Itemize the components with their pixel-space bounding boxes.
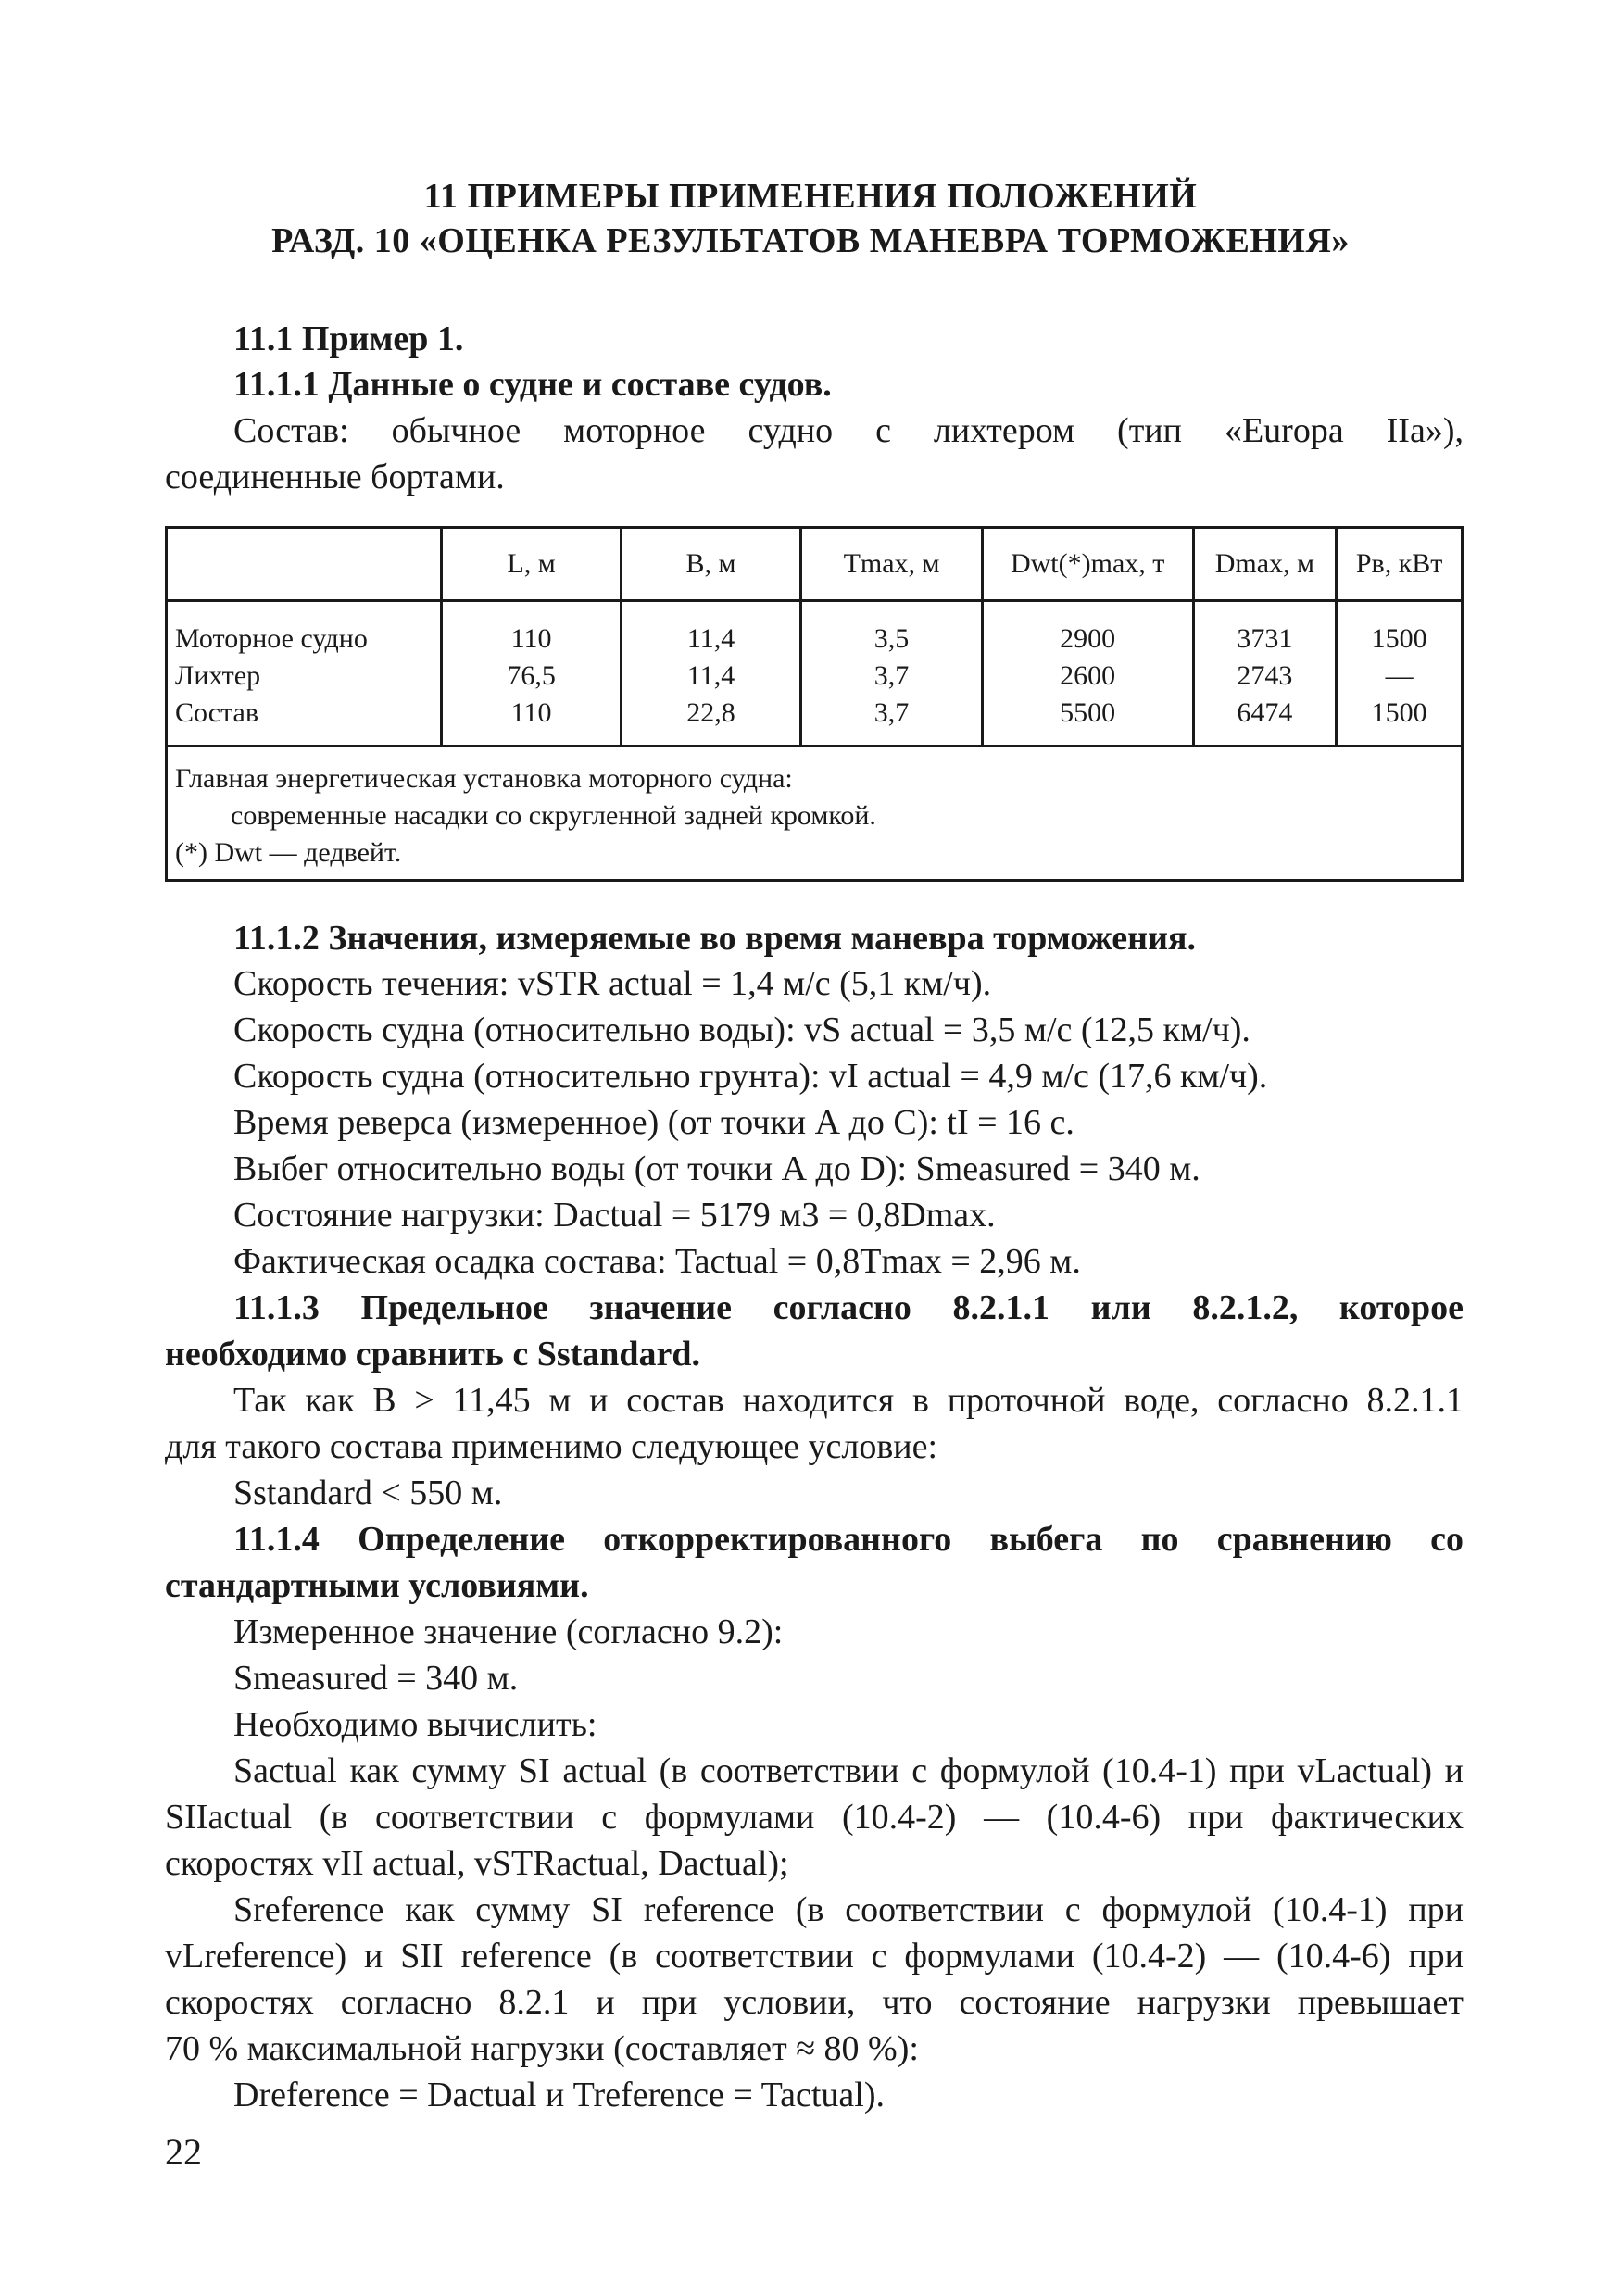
table-cell: 3,7 bbox=[873, 697, 910, 728]
table-cell: 76,5 bbox=[507, 660, 556, 691]
calc-line: Dreference = Dactual и Treference = Tactual). bbox=[233, 2076, 885, 2114]
section-11-1-3-line1: 11.1.3 Предельное значение согласно 8.2.1.1 или 8.2.1.2, которое bbox=[233, 1288, 1464, 1327]
table-header-row bbox=[167, 528, 1463, 601]
beam-column bbox=[621, 601, 800, 747]
header-power: Pв, кВт bbox=[1337, 528, 1463, 601]
table-cell: Лихтер bbox=[175, 660, 261, 691]
calc-line: Измеренное значение (согласно 9.2): bbox=[233, 1612, 784, 1651]
composition-text-2: соединенные бортами. bbox=[165, 458, 505, 496]
chapter-title-line2: РАЗД. 10 «ОЦЕНКА РЕЗУЛЬТАТОВ МАНЕВРА ТОРМОЖЕНИЯ» bbox=[271, 221, 1350, 260]
limit-text-3: Sstandard < 550 м. bbox=[233, 1474, 503, 1512]
calc-line: скоростях vII actual, vSTRactual, Dactual); bbox=[165, 1844, 789, 1883]
vessel-data-table bbox=[165, 526, 1464, 882]
table-cell: Состав bbox=[175, 697, 259, 728]
note-line-2: современные насадки со скругленной задней кромкой. bbox=[231, 800, 876, 831]
header-beam: B, м bbox=[621, 528, 800, 601]
table-note bbox=[167, 747, 1463, 881]
table-cell: 2900 bbox=[1060, 623, 1116, 654]
table-cell: — bbox=[1385, 660, 1414, 691]
table-cell: 110 bbox=[510, 623, 552, 654]
calc-line: vLreference) и SII reference (в соответствии с формулами (10.4-2) — (10.4-6) при bbox=[165, 1937, 1464, 1976]
section-11-1: 11.1 Пример 1. bbox=[233, 320, 464, 358]
names-column bbox=[167, 601, 442, 747]
measured-line: Состояние нагрузки: Dactual = 5179 м3 = 0,8Dmax. bbox=[233, 1196, 996, 1235]
table-cell: 2600 bbox=[1060, 660, 1116, 691]
header-deadweight: Dwt(*)max, т bbox=[982, 528, 1193, 601]
table-note-row bbox=[167, 747, 1463, 881]
measured-line: Скорость судна (относительно воды): vS actual = 3,5 м/с (12,5 км/ч). bbox=[233, 1010, 1250, 1049]
calc-line: Необходимо вычислить: bbox=[233, 1705, 597, 1744]
measured-line: Время реверса (измеренное) (от точки А до С): tI = 16 с. bbox=[233, 1103, 1074, 1142]
table-cell: 3,7 bbox=[873, 660, 910, 691]
table-body-row bbox=[167, 601, 1463, 747]
table-cell: 6474 bbox=[1237, 697, 1293, 728]
draft-column bbox=[801, 601, 983, 747]
table-cell: 110 bbox=[510, 697, 552, 728]
table-cell: 5500 bbox=[1060, 697, 1116, 728]
note-line-3: (*) Dwt — дедвейт. bbox=[175, 837, 402, 868]
table-cell: 1500 bbox=[1371, 623, 1427, 654]
calc-line: 70 % максимальной нагрузки (составляет ≈ 80 %): bbox=[165, 2029, 919, 2068]
calc-line: скоростях согласно 8.2.1 и при условии, что состояние нагрузки превышает bbox=[165, 1983, 1464, 2022]
limit-text-2: для такого состава применимо следующее условие: bbox=[165, 1427, 938, 1466]
measured-line: Скорость судна (относительно грунта): vI actual = 4,9 м/с (17,6 км/ч). bbox=[233, 1057, 1268, 1096]
table-cell: 1500 bbox=[1371, 697, 1427, 728]
table-cell: 11,4 bbox=[686, 660, 735, 691]
header-length: L, м bbox=[442, 528, 621, 601]
section-11-1-3-line2: необходимо сравнить с Sstandard. bbox=[165, 1335, 701, 1374]
calc-line: Smeasured = 340 м. bbox=[233, 1659, 519, 1698]
header-draft: Tmax, м bbox=[801, 528, 983, 601]
measured-line: Скорость течения: vSTR actual = 1,4 м/с (5,1 км/ч). bbox=[233, 964, 992, 1003]
table-cell: 2743 bbox=[1237, 660, 1293, 691]
measured-line: Выбег относительно воды (от точки А до D): Smeasured = 340 м. bbox=[233, 1149, 1200, 1188]
section-11-1-1: 11.1.1 Данные о судне и составе судов. bbox=[233, 365, 832, 404]
power-column bbox=[1337, 601, 1463, 747]
page-number: 22 bbox=[165, 2131, 202, 2173]
displacement-column bbox=[1193, 601, 1337, 747]
section-11-1-4-line2: стандартными условиями. bbox=[165, 1566, 589, 1605]
header-displacement: Dmax, м bbox=[1193, 528, 1337, 601]
deadweight-column bbox=[982, 601, 1193, 747]
table-cell: 11,4 bbox=[686, 623, 735, 654]
calc-line: SIIactual (в соответствии с формулами (10.4-2) — (10.4-6) при фактических bbox=[165, 1798, 1464, 1837]
header-blank bbox=[167, 528, 442, 601]
table-cell: Моторное судно bbox=[175, 623, 368, 654]
section-11-1-4-line1: 11.1.4 Определение откорректированного выбега по сравнению со bbox=[233, 1520, 1464, 1559]
table-cell: 3,5 bbox=[873, 623, 910, 654]
calc-line: Sreference как сумму SI reference (в соответствии с формулой (10.4-1) при bbox=[233, 1890, 1464, 1929]
chapter-title-line1: 11 ПРИМЕРЫ ПРИМЕНЕНИЯ ПОЛОЖЕНИЙ bbox=[423, 177, 1198, 216]
table-cell: 3731 bbox=[1237, 623, 1293, 654]
composition-text-1: Состав: обычное моторное судно с лихтером (тип «Europa IIa»), bbox=[233, 411, 1464, 450]
limit-text-1: Так как B > 11,45 м и состав находится в проточной воде, согласно 8.2.1.1 bbox=[233, 1381, 1464, 1420]
table-cell: 22,8 bbox=[686, 697, 735, 728]
length-column bbox=[442, 601, 621, 747]
section-11-1-2: 11.1.2 Значения, измеряемые во время маневра торможения. bbox=[233, 919, 1197, 958]
calc-line: Sactual как сумму SI actual (в соответствии с формулой (10.4-1) при vLactual) и bbox=[233, 1751, 1464, 1790]
measured-line: Фактическая осадка состава: Tactual = 0,8Tmax = 2,96 м. bbox=[233, 1242, 1081, 1281]
note-line-1: Главная энергетическая установка моторного судна: bbox=[175, 763, 793, 794]
